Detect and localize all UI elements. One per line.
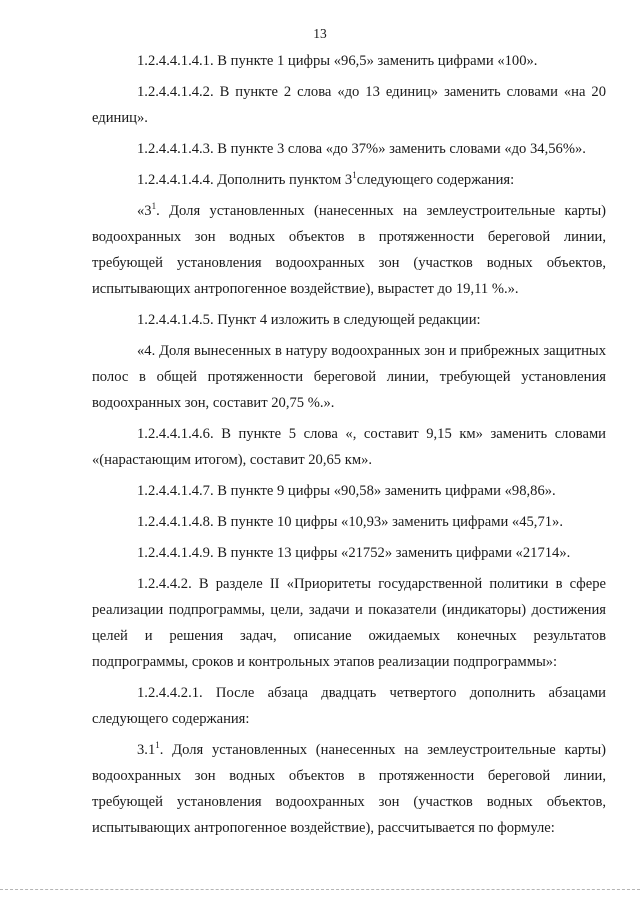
- paragraph-text: «3: [137, 203, 152, 219]
- paragraph: [92, 167, 606, 193]
- paragraph: 1.2.4.4.1.4.6. В пункте 5 слова «, составит 9,15 км» заменить словами «(нарастающим итогом), составит 20,65 км».: [92, 426, 606, 468]
- paragraph: «4. Доля вынесенных в натуру водоохранных зон и прибрежных защитных полос в общей протяженности береговой линии, требующей установления водоохранных зон, составит 20,75 %.».: [92, 343, 606, 411]
- paragraph: 1.2.4.4.1.4.1. В пункте 1 цифры «96,5» заменить цифрами «100».: [137, 53, 538, 69]
- paragraph-text: . Доля установленных (нанесенных на землеустроительные карты) водоохранных зон водных объектов в протяженности береговой линии, требующей установления водоохранных зон (участков водных объектов, испытывающих антропогенное воздействие), вырастет до 19,11 %.».: [92, 203, 606, 297]
- superscript: 1: [155, 740, 160, 750]
- paragraph-text: следующего содержания:: [356, 172, 515, 188]
- paragraph: 1.2.4.4.2.1. После абзаца двадцать четвертого дополнить абзацами следующего содержания:: [92, 685, 606, 727]
- paragraph-text: 1.2.4.4.1.4.4. Дополнить пунктом 3: [137, 172, 353, 188]
- paragraph-text: 3.1: [137, 742, 156, 758]
- document-body: [92, 48, 606, 841]
- paragraph: 1.2.4.4.1.4.5. Пункт 4 изложить в следующей редакции:: [137, 312, 481, 328]
- paragraph: 1.2.4.4.1.4.2. В пункте 2 слова «до 13 единиц» заменить словами «на 20 единиц».: [92, 84, 606, 126]
- page-number: 13: [313, 26, 327, 41]
- superscript: 1: [352, 170, 357, 180]
- paragraph: [92, 737, 606, 841]
- paragraph: 1.2.4.4.1.4.9. В пункте 13 цифры «21752» заменить цифрами «21714».: [137, 545, 571, 561]
- paragraph: 1.2.4.4.1.4.7. В пункте 9 цифры «90,58» заменить цифрами «98,86».: [137, 483, 556, 499]
- superscript: 1: [151, 201, 157, 211]
- paragraph: 1.2.4.4.1.4.3. В пункте 3 слова «до 37%» заменить словами «до 34,56%».: [137, 141, 586, 157]
- paragraph: [92, 198, 606, 302]
- paragraph: 1.2.4.4.2. В разделе II «Приоритеты государственной политики в сфере реализации подпрограммы, цели, задачи и показатели (индикаторы) достижения целей и решения задач, описание ожидаемых конечных результатов подпрограммы, сроков и контрольных этапов реализации подпрограммы»:: [92, 576, 606, 670]
- page-bottom-divider: [0, 889, 640, 890]
- paragraph: 1.2.4.4.1.4.8. В пункте 10 цифры «10,93» заменить цифрами «45,71».: [137, 514, 563, 530]
- paragraph-text: . Доля установленных (нанесенных на землеустроительные карты) водоохранных зон водных объектов в протяженности береговой линии, требующей установления водоохранных зон (участков водных объектов, испытывающих антропогенное воздействие), рассчитывается по формуле:: [92, 742, 606, 836]
